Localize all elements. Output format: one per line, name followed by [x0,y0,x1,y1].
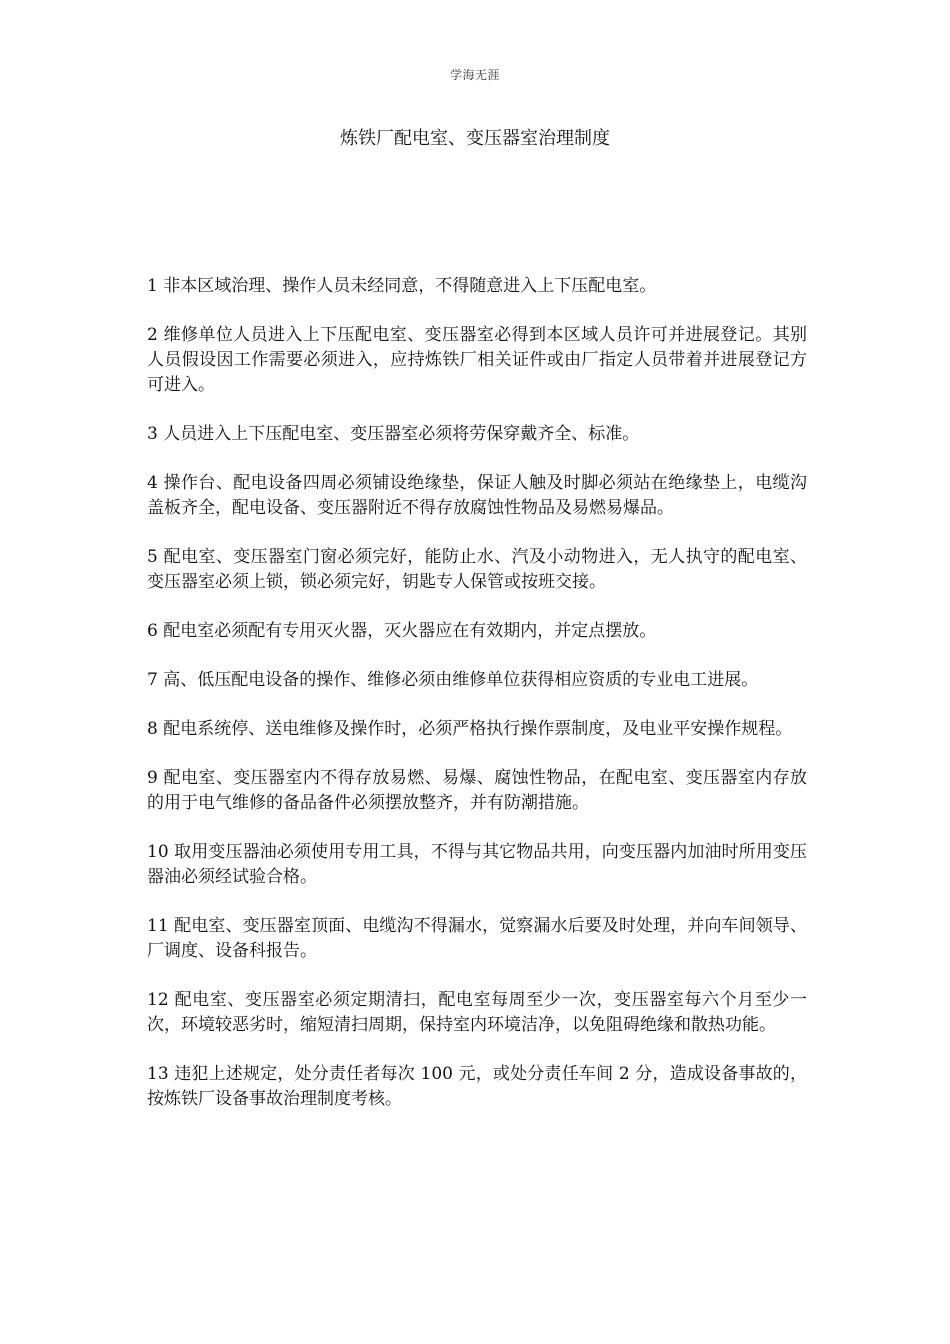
document-title: 炼铁厂配电室、变压器室治理制度 [340,128,610,149]
paragraph-6: 6 配电室必须配有专用灭火器，灭火器应在有效期内，并定点摆放。 [147,621,657,641]
paragraph-8: 8 配电系统停、送电维修及操作时，必须严格执行操作票制度，及电业平安操作规程。 [147,719,793,739]
paragraph-9: 9 配电室、变压器室内不得存放易燃、易爆、腐蚀性物品，在配电室、变压器室内存放的用于电气维修的备品备件必须摆放整齐，并有防潮措施。 [147,768,807,813]
paragraph-10: 10 取用变压器油必须使用专用工具，不得与其它物品共用，向变压器内加油时所用变压器油必须经试验合格。 [147,842,807,887]
paragraph-1: 1 非本区域治理、操作人员未经同意，不得随意进入上下压配电室。 [147,276,657,296]
paragraph-12: 12 配电室、变压器室必须定期清扫，配电室每周至少一次，变压器室每六个月至少一次，环境较恶劣时，缩短清扫周期，保持室内环境洁净，以免阻碍绝缘和散热功能。 [147,990,807,1035]
paragraph-4: 4 操作台、配电设备四周必须铺设绝缘垫，保证人触及时脚必须站在绝缘垫上，电缆沟盖板齐全，配电设备、变压器附近不得存放腐蚀性物品及易燃易爆品。 [147,473,807,518]
paragraph-13: 13 违犯上述规定，处分责任者每次 100 元，或处分责任车间 2 分，造成设备事故的，按炼铁厂设备事故治理制度考核。 [147,1064,807,1109]
paragraph-5: 5 配电室、变压器室门窗必须完好，能防止水、汽及小动物进入，无人执守的配电室、变压器室必须上锁，锁必须完好，钥匙专人保管或按班交接。 [147,547,807,592]
paragraph-3: 3 人员进入上下压配电室、变压器室必须将劳保穿戴齐全、标准。 [147,424,640,444]
paragraph-11: 11 配电室、变压器室顶面、电缆沟不得漏水，觉察漏水后要及时处理，并向车间领导、厂调度、设备科报告。 [147,916,807,961]
paragraph-2: 2 维修单位人员进入上下压配电室、变压器室必得到本区域人员许可并进展登记。其别人员假设因工作需要必须进入，应持炼铁厂相关证件或由厂指定人员带着并进展登记方可进入。 [147,325,807,395]
document-body [147,274,807,1136]
paragraph-7: 7 高、低压配电设备的操作、维修必须由维修单位获得相应资质的专业电工进展。 [147,670,759,690]
page-header: 学海无涯 [449,68,500,82]
